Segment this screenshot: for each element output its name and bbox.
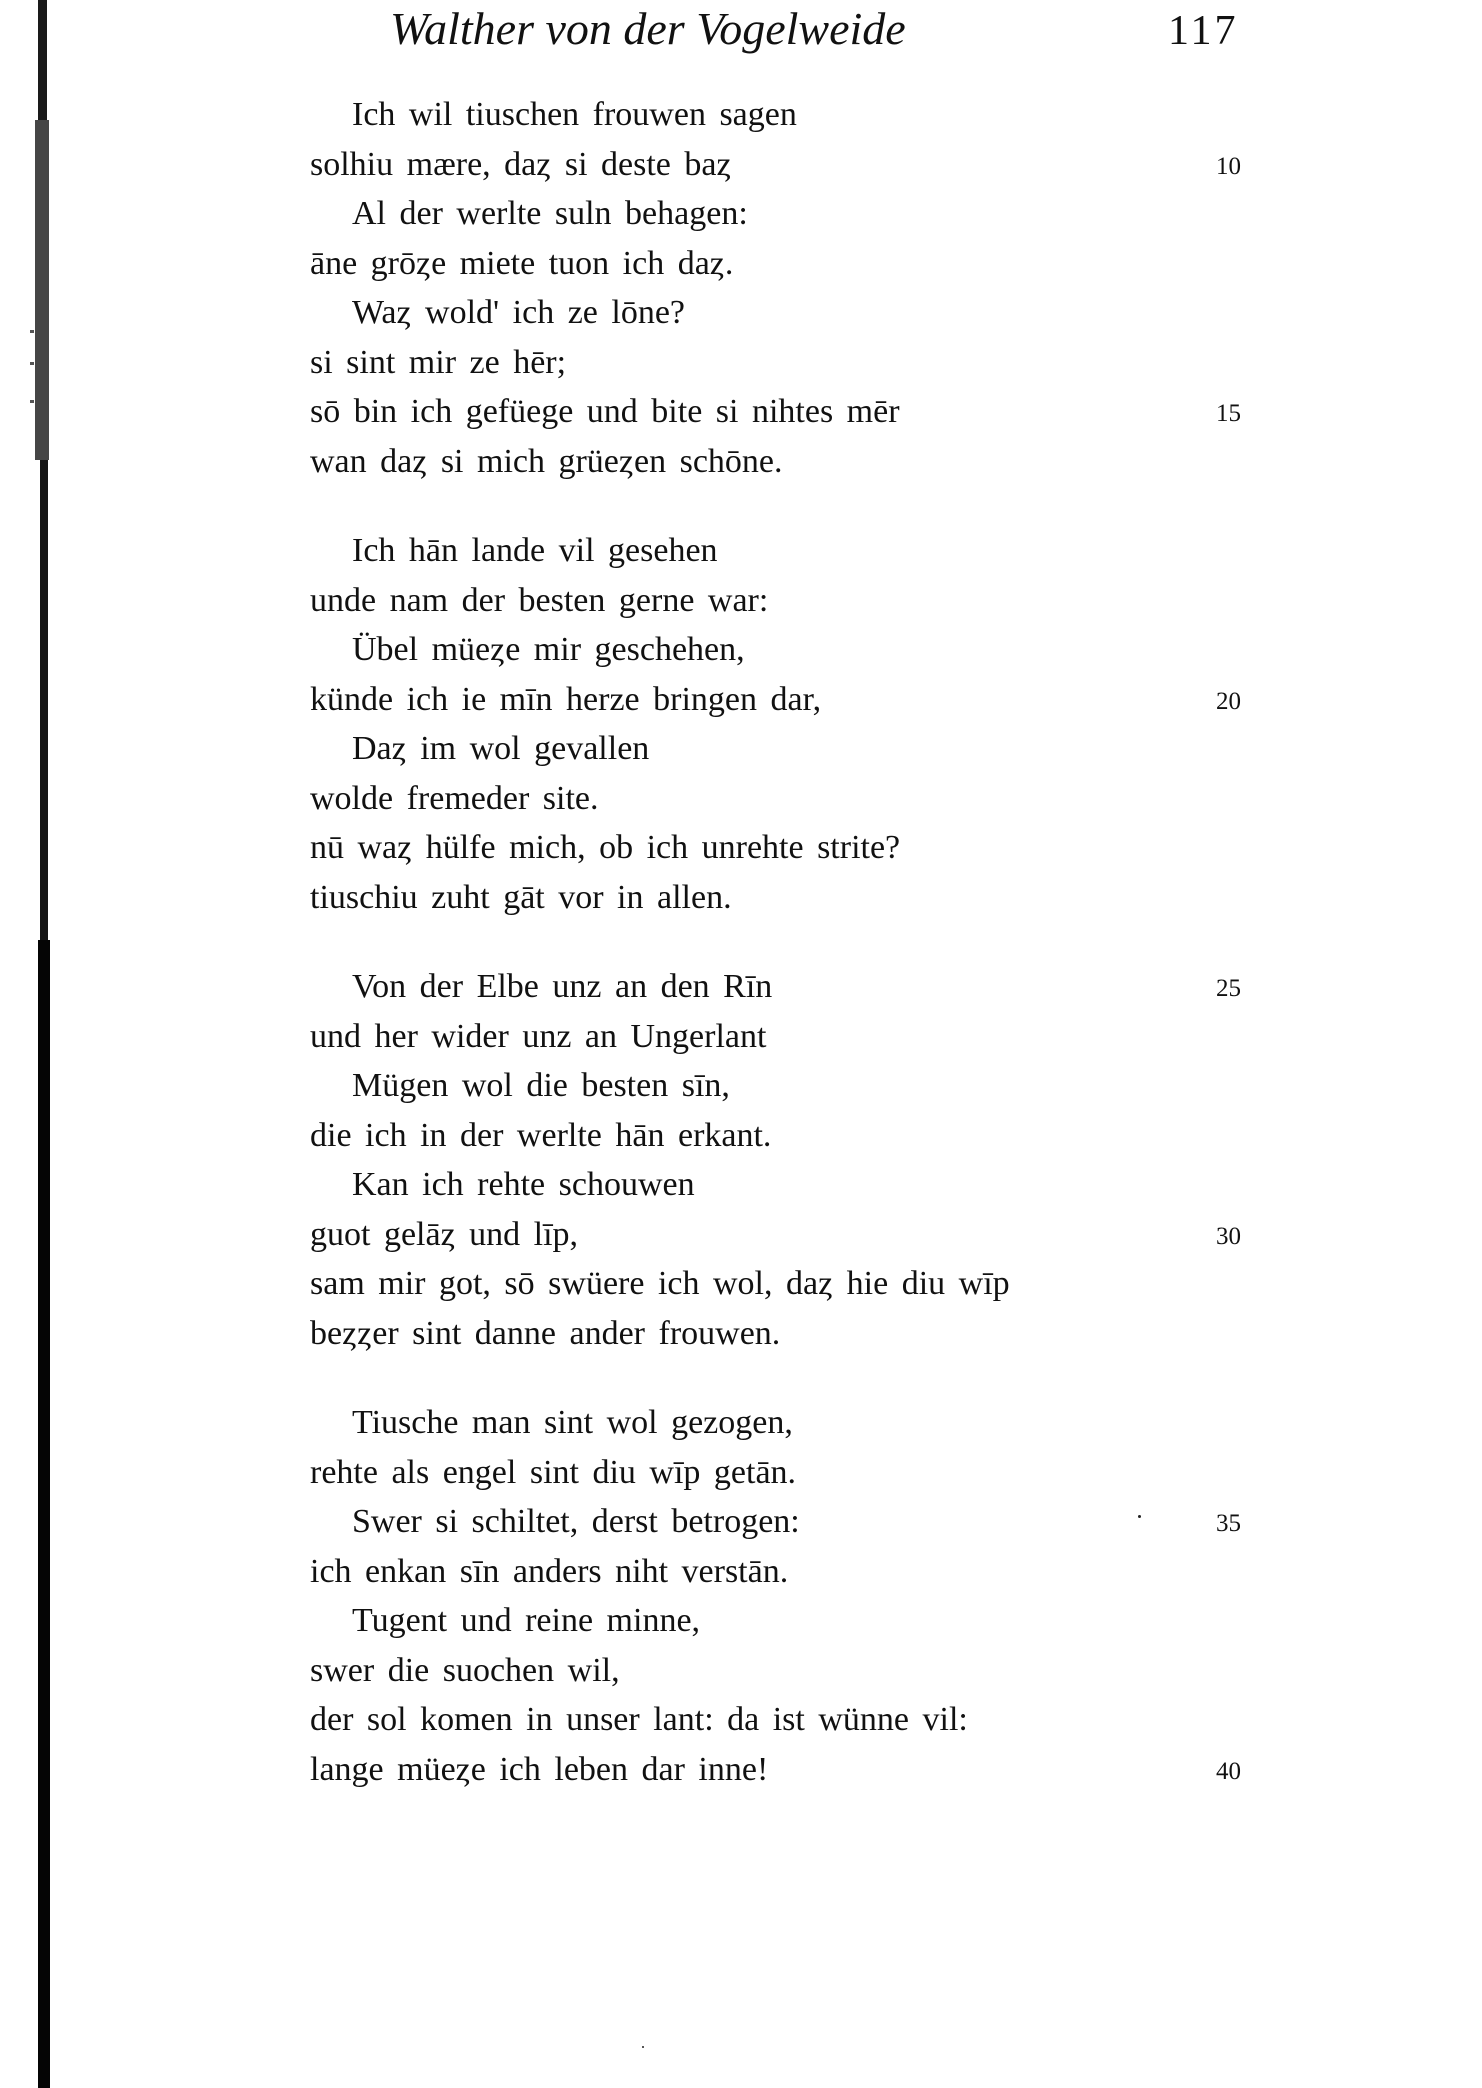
- verse-text: und her wider unz an Ungerlant: [310, 1017, 767, 1055]
- verse-text: Al der werlte suln behagen:: [352, 195, 748, 232]
- line-number: 15: [1216, 400, 1241, 427]
- verse-line: [310, 962, 1310, 1012]
- verse-line: [310, 1259, 1310, 1309]
- verse-line: [310, 1695, 1310, 1745]
- binding-edge-shadow: [35, 120, 49, 460]
- stanza: [310, 1398, 1310, 1794]
- line-number: 40: [1216, 1757, 1241, 1785]
- verse-line: [310, 189, 1310, 239]
- binding-edge-shadow: [40, 460, 48, 940]
- verse-line: [310, 873, 1310, 923]
- verse-text: sam mir got, sō swüere ich wol, daȥ hie diu wīp: [310, 1265, 1010, 1302]
- verse-line: [310, 774, 1310, 824]
- verse-text: tiuschiu zuht gāt vor in allen.: [310, 878, 732, 916]
- verse-line: [310, 288, 1310, 338]
- verse-text: solhiu mære, daȥ si deste baȥ: [310, 145, 732, 183]
- verse-text: Ich wil tiuschen frouwen sagen: [352, 96, 797, 133]
- verse-text: Swer si schiltet, derst betrogen:: [352, 1503, 800, 1540]
- verse-text: wolde fremeder site.: [310, 779, 599, 817]
- verse-line: [310, 1497, 1310, 1547]
- verse-line: [310, 625, 1310, 675]
- verse-line: [310, 1012, 1310, 1062]
- binding-edge-shadow: [38, 0, 47, 120]
- verse-line: [310, 1448, 1310, 1498]
- verse-text: Tugent und reine minne,: [352, 1602, 701, 1639]
- verse-line: [310, 1309, 1310, 1359]
- verse-line: [310, 1061, 1310, 1111]
- line-number: 20: [1216, 687, 1241, 715]
- verse-text: Tiusche man sint wol gezogen,: [352, 1404, 793, 1441]
- verse-line: [310, 338, 1310, 388]
- stanza: [310, 90, 1310, 486]
- verse-line: [310, 675, 1310, 725]
- verse-line: [310, 140, 1310, 190]
- verse-line: [310, 1398, 1310, 1448]
- binding-edge-shadow: [38, 940, 50, 2088]
- verse-text: Ich hān lande vil gesehen: [352, 532, 718, 569]
- verse-line: [310, 526, 1310, 576]
- scan-speck: [30, 330, 34, 333]
- verse-text: ich enkan sīn anders niht verstān.: [310, 1552, 789, 1590]
- verse-text: lange müeȥe ich leben dar inne!: [310, 1750, 769, 1788]
- verse-text: Übel müeȥe mir geschehen,: [352, 631, 745, 668]
- verse-text: beȥȥer sint danne ander frouwen.: [310, 1314, 781, 1352]
- verse-text: guot gelāȥ und līp,: [310, 1215, 579, 1253]
- line-number: 25: [1216, 975, 1241, 1002]
- verse-text: künde ich ie mīn herze bringen dar,: [310, 680, 822, 718]
- verse-line: [310, 1596, 1310, 1646]
- verse-text: sō bin ich gefüege und bite si nihtes mēr: [310, 393, 900, 430]
- verse-line: [310, 1745, 1310, 1795]
- line-number: 35: [1216, 1510, 1241, 1537]
- verse-text: unde nam der besten gerne war:: [310, 581, 769, 619]
- verse-line: [310, 1547, 1310, 1597]
- verse-text: si sint mir ze hēr;: [310, 343, 567, 381]
- scanned-page-gutter: [0, 0, 52, 2088]
- verse-text: Von der Elbe unz an den Rīn: [352, 968, 773, 1005]
- verse-text: Daȥ im wol gevallen: [352, 730, 650, 767]
- stanza: [310, 526, 1310, 922]
- verse-line: [310, 239, 1310, 289]
- verse-text: Kan ich rehte schouwen: [352, 1166, 695, 1203]
- verse-line: [310, 90, 1310, 140]
- verse-line: [310, 724, 1310, 774]
- scan-speck: [1138, 1515, 1141, 1518]
- verse-line: [310, 823, 1310, 873]
- verse-text: swer die suochen wil,: [310, 1651, 620, 1689]
- verse-text: die ich in der werlte hān erkant.: [310, 1116, 772, 1154]
- poem-body: [310, 90, 1310, 1834]
- verse-line: [310, 1160, 1310, 1210]
- verse-text: Mügen wol die besten sīn,: [352, 1067, 730, 1104]
- verse-line: [310, 576, 1310, 626]
- verse-text: wan daȥ si mich grüeȥen schōne.: [310, 442, 783, 480]
- verse-line: [310, 1646, 1310, 1696]
- verse-line: [310, 1111, 1310, 1161]
- line-number: 30: [1216, 1222, 1241, 1250]
- scan-speck: [30, 400, 34, 403]
- verse-text: Waȥ wold' ich ze lōne?: [352, 294, 686, 331]
- verse-line: [310, 1210, 1310, 1260]
- line-number: 10: [1216, 152, 1241, 180]
- scan-speck: [30, 362, 34, 365]
- scan-speck: [642, 2046, 644, 2048]
- verse-text: rehte als engel sint diu wīp getān.: [310, 1453, 797, 1491]
- verse-text: nū waȥ hülfe mich, ob ich unrehte strite?: [310, 829, 901, 866]
- verse-line: [310, 437, 1310, 487]
- page-number: 117: [1168, 8, 1239, 54]
- verse-text: der sol komen in unser lant: da ist wünne vil:: [310, 1701, 968, 1738]
- verse-text: āne grōȥe miete tuon ich daȥ.: [310, 244, 734, 282]
- verse-line: [310, 387, 1310, 437]
- stanza: [310, 962, 1310, 1358]
- page-header: [390, 0, 1270, 60]
- running-title: Walther von der Vogelweide: [390, 3, 906, 54]
